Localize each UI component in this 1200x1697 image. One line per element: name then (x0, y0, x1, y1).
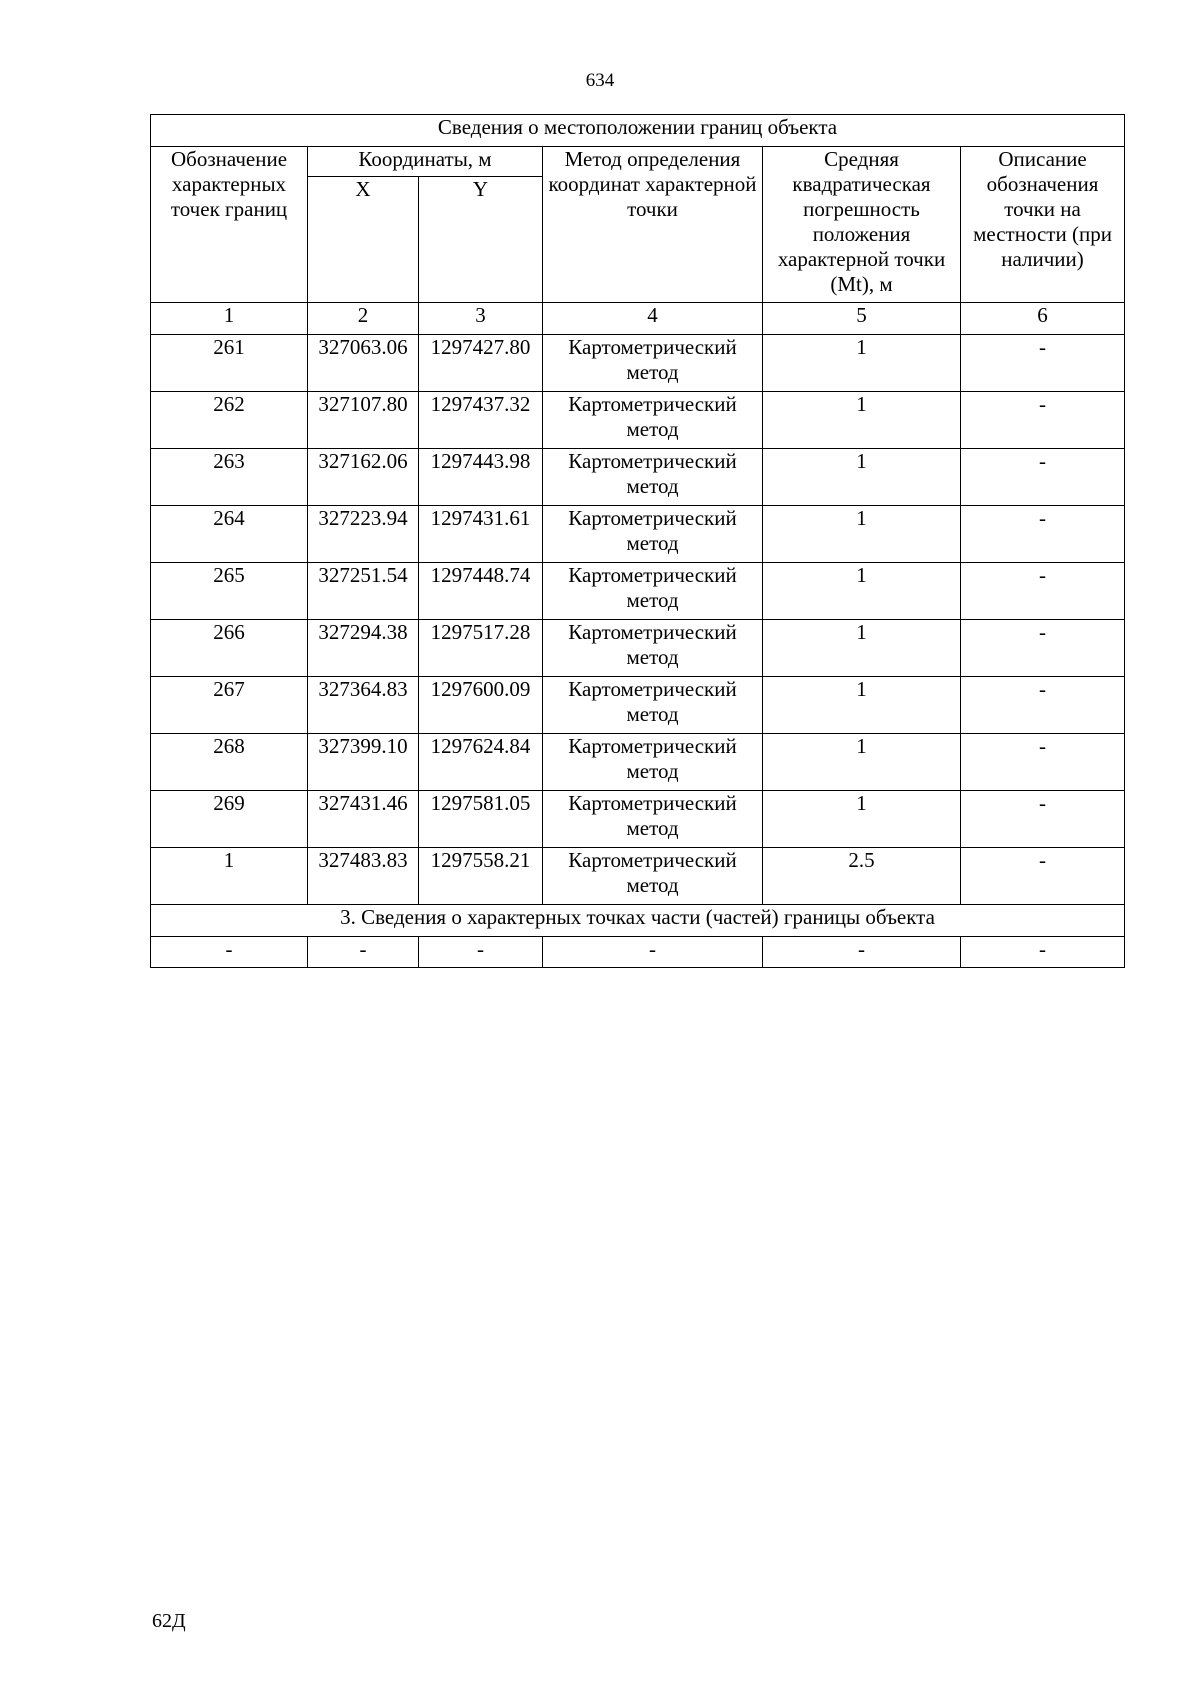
point-designation: 267 (151, 677, 308, 734)
point-description: - (961, 563, 1125, 620)
point-description: - (961, 848, 1125, 905)
table-row (151, 677, 1125, 734)
mean-error: 1 (763, 392, 961, 449)
empty-cell: - (961, 937, 1125, 968)
point-description: - (961, 677, 1125, 734)
coordinate-x: 327294.38 (308, 620, 419, 677)
point-description: - (961, 506, 1125, 563)
point-description: - (961, 620, 1125, 677)
header-description: Описание обозначения точки на местности (при наличии) (961, 147, 1125, 303)
method: Картометрический метод (543, 620, 763, 677)
point-designation: 269 (151, 791, 308, 848)
coordinate-x: 327223.94 (308, 506, 419, 563)
point-designation: 266 (151, 620, 308, 677)
point-description: - (961, 392, 1125, 449)
table-row (151, 506, 1125, 563)
coordinate-x: 327162.06 (308, 449, 419, 506)
point-description: - (961, 734, 1125, 791)
method: Картометрический метод (543, 734, 763, 791)
table-row (151, 563, 1125, 620)
table-title: Сведения о местоположении границ объекта (151, 115, 1125, 147)
column-number: 2 (308, 303, 419, 335)
method: Картометрический метод (543, 506, 763, 563)
method: Картометрический метод (543, 335, 763, 392)
table-row (151, 791, 1125, 848)
table-row (151, 620, 1125, 677)
coordinate-y: 1297517.28 (419, 620, 543, 677)
header-y: Y (419, 177, 543, 303)
empty-cell: - (543, 937, 763, 968)
column-number-row (151, 303, 1125, 335)
column-number: 5 (763, 303, 961, 335)
mean-error: 1 (763, 563, 961, 620)
method: Картометрический метод (543, 563, 763, 620)
mean-error: 1 (763, 791, 961, 848)
mean-error: 1 (763, 506, 961, 563)
table-row (151, 335, 1125, 392)
point-description: - (961, 449, 1125, 506)
section-3-title: 3. Сведения о характерных точках части (частей) границы объекта (151, 905, 1125, 937)
header-x: X (308, 177, 419, 303)
coordinate-y: 1297427.80 (419, 335, 543, 392)
point-designation: 264 (151, 506, 308, 563)
mean-error: 1 (763, 734, 961, 791)
point-designation: 263 (151, 449, 308, 506)
table-row (151, 392, 1125, 449)
column-number: 3 (419, 303, 543, 335)
coordinate-y: 1297558.21 (419, 848, 543, 905)
method: Картометрический метод (543, 449, 763, 506)
header-point-designation: Обозначение характерных точек границ (151, 147, 308, 303)
method: Картометрический метод (543, 392, 763, 449)
coordinate-x: 327483.83 (308, 848, 419, 905)
coordinate-x: 327107.80 (308, 392, 419, 449)
empty-cell: - (419, 937, 543, 968)
mean-error: 1 (763, 449, 961, 506)
point-designation: 265 (151, 563, 308, 620)
boundary-coordinates-table (150, 114, 1125, 968)
coordinate-y: 1297581.05 (419, 791, 543, 848)
point-designation: 261 (151, 335, 308, 392)
table-row (151, 449, 1125, 506)
method: Картометрический метод (543, 791, 763, 848)
coordinate-x: 327364.83 (308, 677, 419, 734)
header-mean-error: Средняя квадратическая погрешность положения характерной точки (Mt), м (763, 147, 961, 303)
point-designation: 268 (151, 734, 308, 791)
mean-error: 1 (763, 335, 961, 392)
header-row (151, 147, 1125, 177)
point-description: - (961, 335, 1125, 392)
coordinate-x: 327063.06 (308, 335, 419, 392)
method: Картометрический метод (543, 848, 763, 905)
coordinate-x: 327251.54 (308, 563, 419, 620)
coordinate-y: 1297443.98 (419, 449, 543, 506)
page-number: 634 (585, 70, 615, 91)
coordinate-x: 327431.46 (308, 791, 419, 848)
header-coordinates: Координаты, м (308, 147, 543, 177)
column-number: 6 (961, 303, 1125, 335)
coordinate-y: 1297437.32 (419, 392, 543, 449)
point-description: - (961, 791, 1125, 848)
mean-error: 2.5 (763, 848, 961, 905)
coordinate-x: 327399.10 (308, 734, 419, 791)
coordinate-y: 1297448.74 (419, 563, 543, 620)
table-title-row (151, 115, 1125, 147)
empty-cell: - (151, 937, 308, 968)
footer-code: 62Д (152, 1610, 186, 1632)
coordinate-y: 1297624.84 (419, 734, 543, 791)
empty-cell: - (308, 937, 419, 968)
empty-cell: - (763, 937, 961, 968)
section-3-empty-row (151, 937, 1125, 968)
table-row (151, 734, 1125, 791)
mean-error: 1 (763, 620, 961, 677)
section-3-title-row (151, 905, 1125, 937)
coordinate-y: 1297431.61 (419, 506, 543, 563)
coordinate-y: 1297600.09 (419, 677, 543, 734)
point-designation: 1 (151, 848, 308, 905)
table-row (151, 848, 1125, 905)
point-designation: 262 (151, 392, 308, 449)
column-number: 1 (151, 303, 308, 335)
mean-error: 1 (763, 677, 961, 734)
method: Картометрический метод (543, 677, 763, 734)
column-number: 4 (543, 303, 763, 335)
header-method: Метод определения координат характерной точки (543, 147, 763, 303)
